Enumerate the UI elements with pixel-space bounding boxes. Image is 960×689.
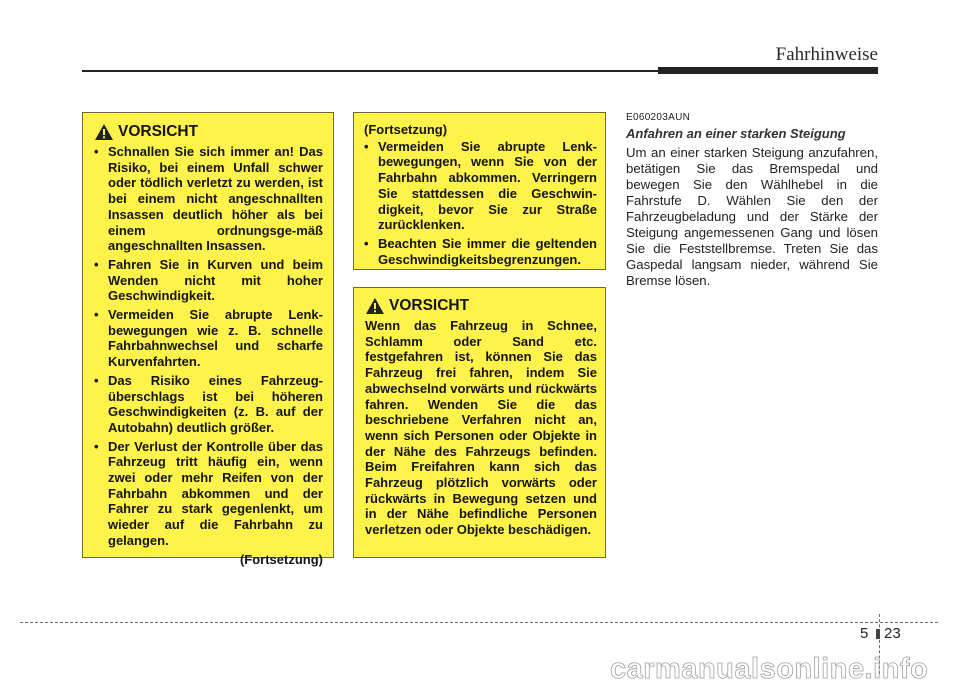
warning-triangle-icon: [94, 123, 114, 141]
section-heading: Anfahren an einer starken Steigung: [626, 126, 846, 141]
footer-tick: [876, 629, 880, 639]
caution-title: [94, 123, 323, 141]
page-header-title: Fahrhinweise: [775, 44, 878, 65]
continued-note: (Fortsetzung): [364, 122, 448, 137]
caution-box-seatbelt: [82, 112, 334, 567]
chapter-number: 5: [860, 625, 869, 642]
section-code: E060203AUN: [626, 112, 691, 123]
list-item: • Fahren Sie in Kurven und beim Wenden nicht mit hoher Geschwindigkeit.: [94, 257, 323, 304]
page-number: 23: [884, 625, 901, 642]
list-item: • Vermeiden Sie abrupte Lenk-bewegungen wie z. B. schnelle Fahrbahnwechsel und scharfe Kurvenfahrten.: [94, 307, 323, 370]
footer-rule: [20, 622, 938, 623]
list-item: • Beachten Sie immer die geltenden Geschwindigkeitsbegrenzungen.: [364, 236, 597, 267]
caution-box-stuck-vehicle: [353, 287, 606, 558]
caution-list: [94, 144, 323, 549]
caution-box-continued: [353, 112, 606, 270]
caution-title-label: VORSICHT: [118, 123, 199, 141]
list-item: • Der Verlust der Kontrolle über das Fahrzeug tritt häufig ein, wenn zwei oder mehr Reifen von der Fahrbahn abkommen und der Fahrer zu stark gegenlenkt, um wieder auf die Fahrbahn zu gelangen.: [94, 439, 323, 549]
continued-note: (Fortsetzung): [239, 551, 323, 567]
caution-title: [365, 297, 597, 315]
list-item: • Das Risiko eines Fahrzeug-überschlags ist bei höheren Geschwindigkeiten (z. B. auf der Autobahn) deutlich größer.: [94, 373, 323, 436]
caution-title-label: VORSICHT: [389, 297, 470, 315]
warning-triangle-icon: [365, 297, 385, 315]
caution-list: [364, 139, 597, 268]
section-body: Um an einer starken Steigung anzufahren, betätigen Sie das Bremspedal und bewegen Sie den Wählhebel in die Fahrstufe D. Wählen Sie den der Fahrzeugbeladung und der Stärke der Steigung angemessenen Gang und lösen Sie die Feststellbremse. Treten Sie das Gaspedal langsam nieder, während Sie Bremse lösen.: [626, 145, 878, 288]
watermark: carmanualsonline.info: [610, 653, 929, 685]
list-item: • Vermeiden Sie abrupte Lenk-bewegungen, wenn Sie von der Fahrbahn abkommen. Verringern Sie stattdessen die Geschwin-digkeit, bevor Sie zur Straße zurücklenken.: [364, 139, 597, 233]
list-item: • Schnallen Sie sich immer an! Das Risiko, bei einem Unfall schwer oder tödlich verletzt zu werden, ist bei einem nicht angeschnallten Insassen deutlich höher als bei einem ordnungsge-mäß angeschnallten Insassen.: [94, 144, 323, 254]
caution-text: Wenn das Fahrzeug in Schnee, Schlamm oder Sand etc. festgefahren ist, können Sie das Fahrzeug frei fahren, indem Sie abwechselnd vorwärts und rückwärts fahren. Wenden Sie die das beschriebene Verfahren nicht an, wenn sich Personen oder Objekte in der Nähe des Fahrzeugs befinden. Beim Freifahren kann sich das Fahrzeug plötzlich vorwärts oder rückwärts in Bewegung setzen und in der Nähe befindliche Personen verletzen oder Objekte beschädigen.: [365, 318, 597, 538]
header-rule-accent: [658, 67, 878, 74]
